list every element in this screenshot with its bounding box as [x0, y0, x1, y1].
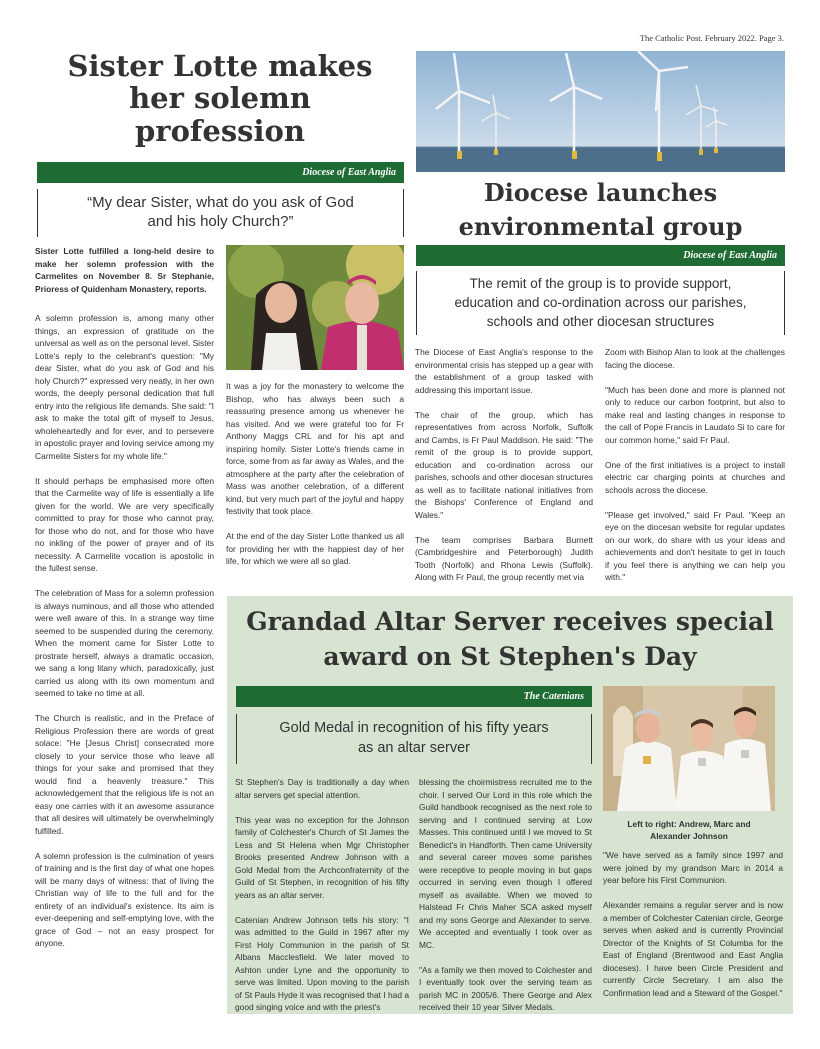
article3-col2-text: blessing the choirmistress recruited me to the choir. I served Our Lord in this role which the Guild handbook recognised as the next role to serving and I continued serving at Low Masses. This continued until I we moved to St Benedict's in Handforth. Then came University and several career moves some parishes were receptive to people moving in but gaps occurred in serving even though I offered myself as available. When we moved to Halstead Fr Chris Maher SCA asked myself and my sons George and Alexander to serve. We accepted and eventually I took over as MC. "As a family we then moved to Colchester and I eventually took over the serving team as parish MC in 2005/6. There George and Alex received their 10 year Silver Medals. [419, 777, 592, 1012]
article3-col3-text: "We have served as a family since 1997 and were joined by my grandson Marc in 2014 a year before his First Communion. Alexander remains a regular server and is now a member of Colchester Catenian circle, George serves when asked and is currently Provincial Director of the Knights of St Columba for the East of England (Brentwood and East Anglia dioceses). I have been Circle President and currently Circle Secretary. I am also the Confirmation lead and a Steward of the Gospel." [603, 850, 783, 998]
article1-headline: Sister Lotte makes her solemn profession [67, 49, 373, 148]
sister-lotte-photo-image [226, 245, 404, 370]
wind-farm-photo [416, 51, 785, 172]
article1-lede: Sister Lotte fulfilled a long-held desire to make her solemn profession with the Carmelites on November 8. Sr Stephanie, Prioress of Quidenham Monastery, reports. [35, 246, 214, 294]
article1-col1-text: A solemn profession is, among many other things, an expression of gratitude on the universal as well as on the personal level. Sister Lotte's reply to the celebrant's question: "My dear Sister, what do you ask of God and his holy Church?" expressed very neatly, in her own words, the deeply personal dedication that full entry into the religious life demands. She said: "I ask to make the total gift of myself to Jesus, wholeheartedly and for ever, and to persevere in apostolic prayer and loving service among my Carmelite Sisters for my whole life." It should perhaps be emphasised more often that the Carmelite way of life is essentially a life given for the world. We are very specifically committed to pray for those who cannot pray, for those who do not, and for those who have no inkling of the power of prayer and of its necessity. A Carmelite vocation is apostolic in the fullest sense. The celebration of Mass for a solemn profession is always numinous, and all those who attended were well aware of this. In a strange way time seemed to be suspended during the ceremony. When the moment came for Sister Lotte to prostrate herself, always a dramatic occasion, we sang a long litany which, paradoxically, just carried us along with its own momentum and seemed to take no time at all. The Church is realistic, and in the Preface of Religious Profession there are words of great solace: "He [Jesus Christ] consecrated more closely to your service those who leave all things for your sake and promised that they would find a heavenly treasure." This acknowledgement that the religious life is not an easy one carries with it an awesome assurance that all desires will ultimately be overwhelmingly fulfilled. A solemn profession is the culmination of years of training and is the first day of what one hopes will be many days of witness: that of living the Christian way of life to the full and for the entirety of an individual's existence. Its aim is ever-deepening and self-emptying love, with the grace of God – not an easy prospect for anyone. [35, 313, 214, 948]
article1-pull-quote: “My dear Sister, what do you ask of God and his holy Church?” [37, 189, 404, 237]
photo-caption: Left to right: Andrew, Marc and Alexander Johnson [627, 819, 751, 841]
article3-headline: Grandad Altar Server receives special award on St Stephen's Day [246, 607, 774, 671]
article2-col2-text: Zoom with Bishop Alan to look at the challenges facing the diocese. "Much has been done and more is planned not only to reduce our carbon footprint, but also to make real and lasting changes in response to the call of Pope Francis in Laudato Si to care for our common home," said Fr Paul. One of the first initiatives is a project to install electric car charging points at churches and schools across the diocese. "Please get involved," said Fr Paul. "Keep an eye on the diocesan website for regular updates on our work, do share with us your ideas and achievements and don't hesitate to get in touch if you feel there is anything we can help you with." [605, 347, 785, 582]
wind-farm-photo-image [416, 51, 785, 172]
johnson-family-photo [603, 686, 775, 811]
sister-lotte-photo [226, 245, 404, 370]
article3-section-bar: The Catenians [236, 686, 592, 707]
article3-pull-quote: Gold Medal in recognition of his fifty years as an altar server [236, 714, 592, 764]
running-head: The Catholic Post. February 2022. Page 3. [639, 33, 784, 43]
article1-section-bar: Diocese of East Anglia [37, 162, 404, 183]
article2-section-bar: Diocese of East Anglia [416, 245, 785, 266]
article1-col2-text: It was a joy for the monastery to welcome the Bishop, who has always been such a reassuring presence among us whenever he has visited. And we were grateful too for Fr Anthony Maggs CRL and for his apt and inspiring homily. Sister Lotte's friends came in force, some from as far away as Wales, and the atmosphere at the party after the celebration of Mass was another celebration, of a different kind, but very much part of the joyful and happy festivity that took place. At the end of the day Sister Lotte thanked us all for providing her with the happiest day of her life, for which we were all so glad. [226, 381, 404, 566]
article2-col1-text: The Diocese of East Anglia's response to the environmental crisis has stepped up a gear with the establishment of a group tasked with addressing this important issue. The chair of the group, which has representatives from across Norfolk, Suffolk and Cambs, is Fr Paul Maddison. He said: "The remit of the group is to provide support, education and co-ordination across our parishes, schools and other diocesan structures as well as to facilitate national initiatives from the Bishops' Conference of England and Wales." The team comprises Barbara Burnett (Cambridgeshire and Peterborough) Judith Tooth (Norfolk) and Rhona Lewis (Suffolk). Along with Fr Paul, the group recently met via [415, 347, 593, 582]
article2-headline: Diocese launches environmental group [458, 178, 743, 241]
article3-col1-text: St Stephen's Day is traditionally a day when altar servers get special attention. This year was no exception for the Johnson family of Colchester's Church of St James the Less and St Helena when Mgr Christopher Brooks presented Andrew Johnson with a Gold Medal from the Archconfraternity of the Guild of St Stephen, in recognition of his fifty years as an altar server. Catenian Andrew Johnson tells his story: "I was admitted to the Guild in 1967 after my First Holy Communion in the parish of St Albans Macclesfield. We later moved to Ashton under Lyne and the opportunity to serve was limited. Upon moving to the parish of St Pauls Hyde it was recognised that I had a good singing voice and with the priest's [235, 777, 409, 1012]
article2-pull-quote: The remit of the group is to provide support, education and co-ordination across our parishes, schools and other diocesan structures [416, 271, 785, 335]
johnson-family-photo-image [603, 686, 775, 811]
